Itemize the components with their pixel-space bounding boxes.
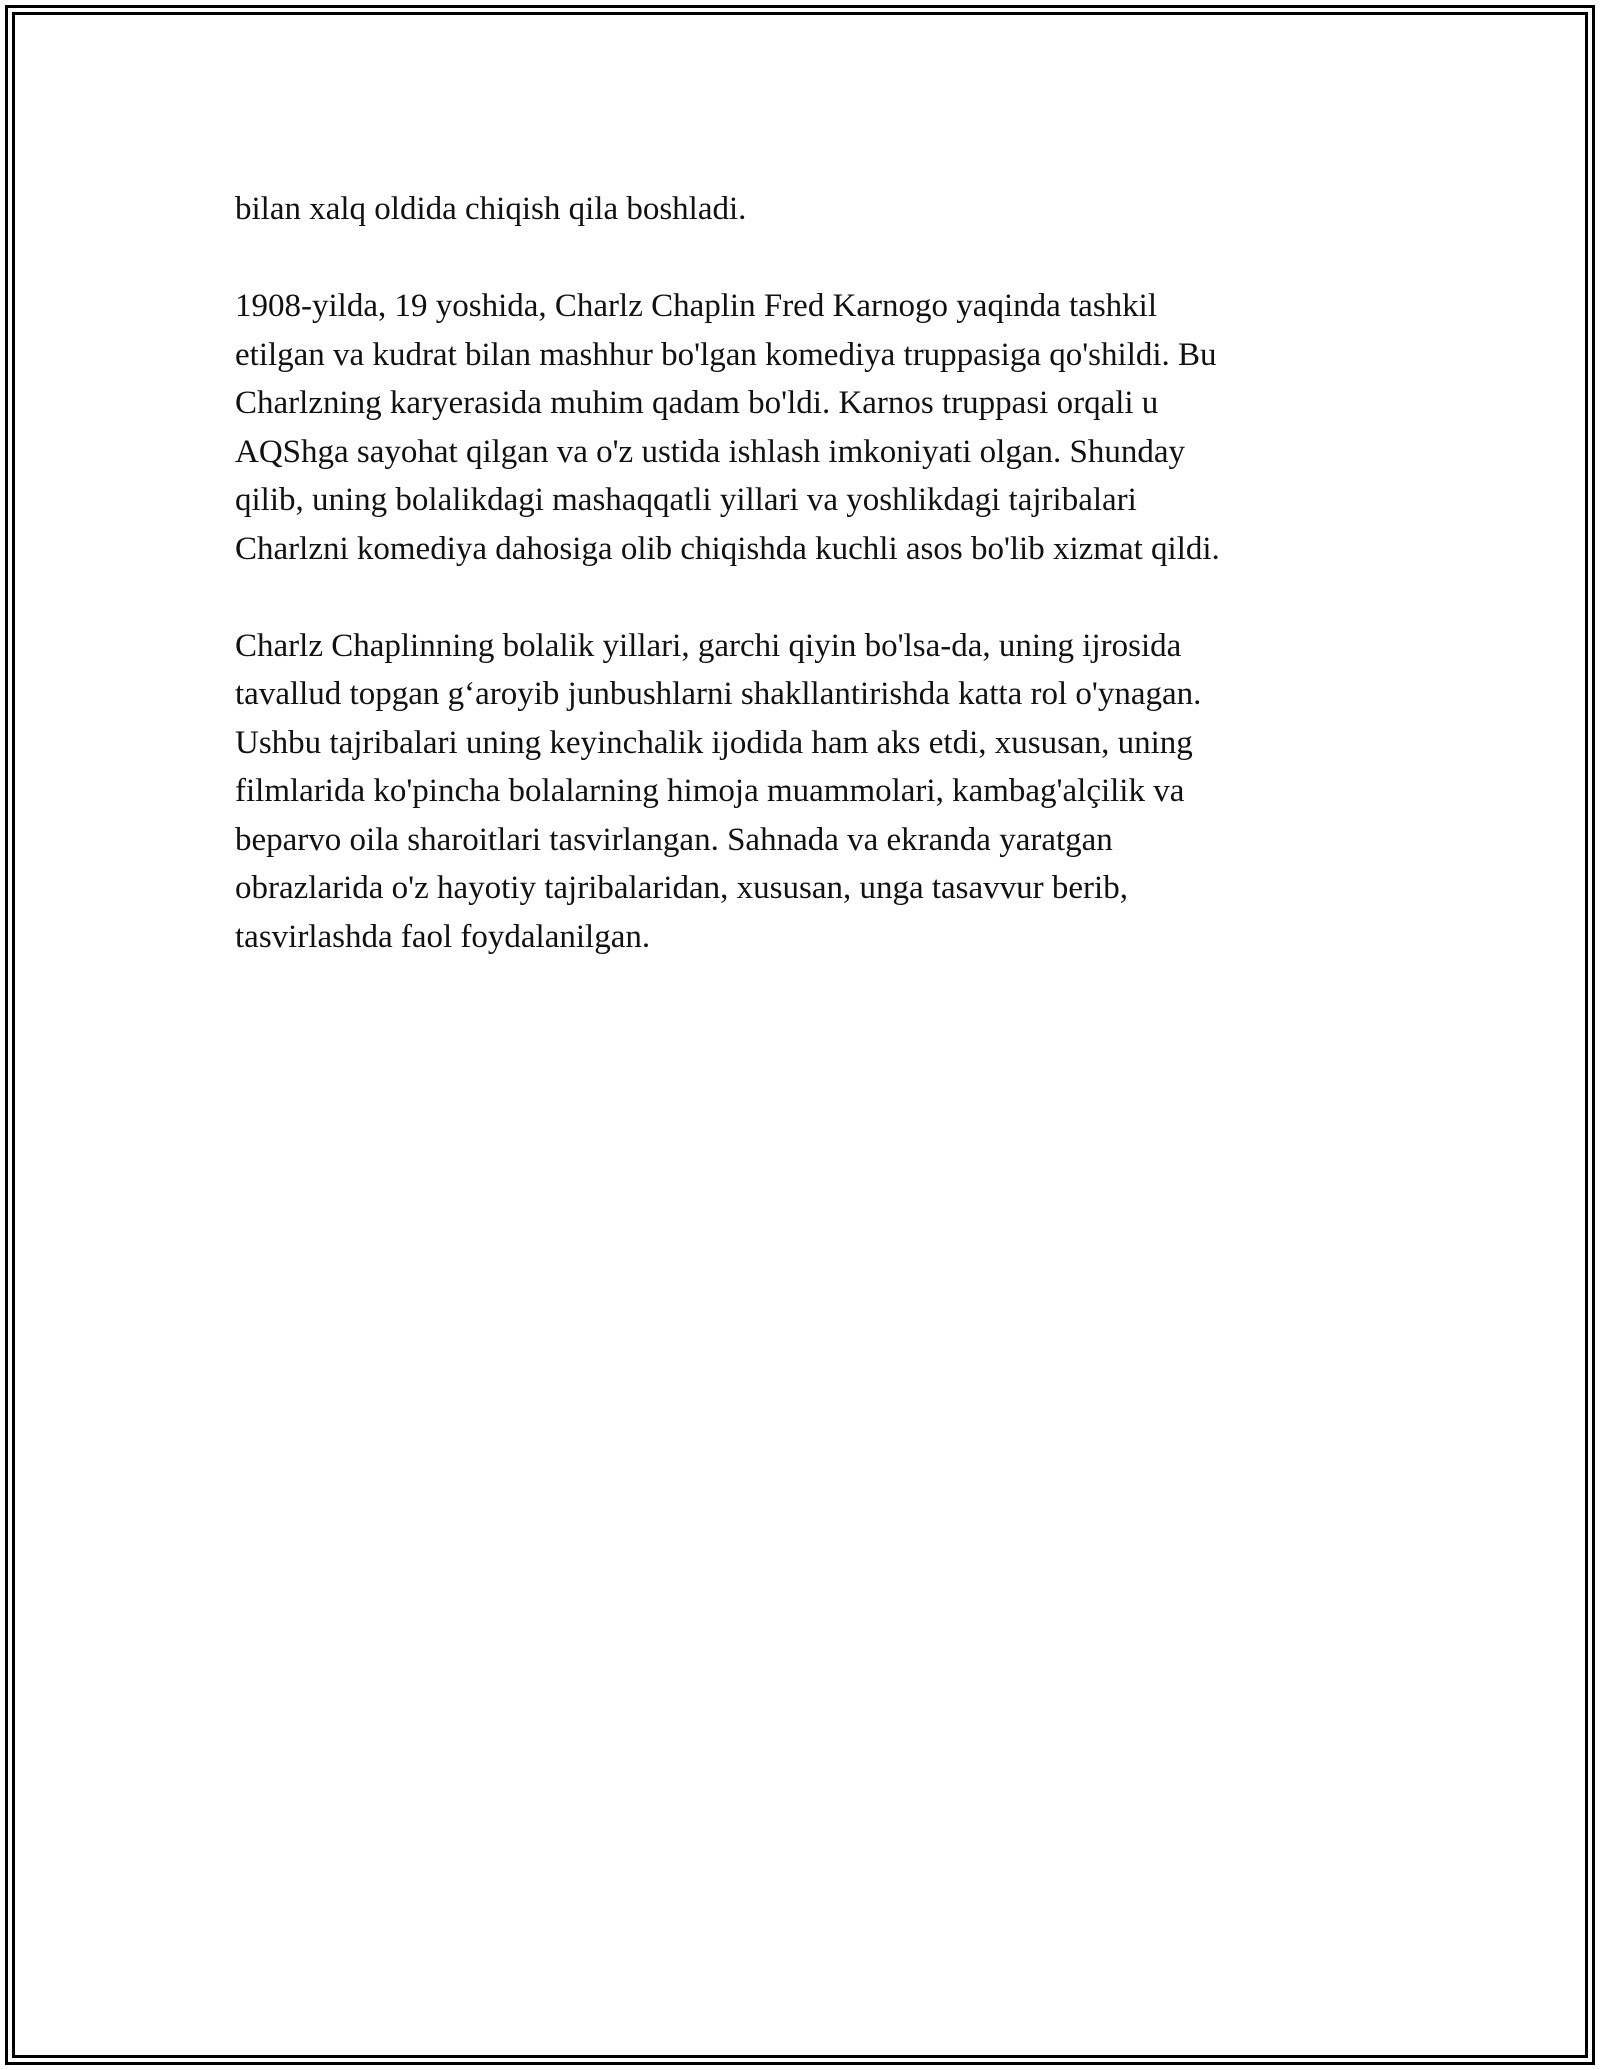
text-line: etilgan va kudrat bilan mashhur bo'lgan komediya truppasiga qo'shildi. Bu [235, 336, 1217, 373]
text-line: tasvirlashda faol foydalanilgan. [235, 918, 651, 955]
text-line: Ushbu tajribalari uning keyinchalik ijodida ham aks etdi, xususan, uning [235, 724, 1193, 761]
text-line: tavallud topgan g‘aroyib junbushlarni shakllantirishda katta rol o'ynagan. [235, 676, 1202, 712]
text-line: Charlzni komediya dahosiga olib chiqishda kuchli asos bo'lib xizmat qildi. [235, 530, 1220, 567]
text-line: Charlz Chaplinning bolalik yillari, garchi qiyin bo'lsa-da, uning ijrosida [235, 627, 1182, 664]
paragraph-3 [235, 622, 1365, 962]
paragraph-1 [235, 185, 1365, 234]
text-line: Charlzning karyerasida muhim qadam bo'ldi. Karnos truppasi orqali u [235, 385, 1159, 421]
text-line: bilan xalq oldida chiqish qila boshladi. [235, 191, 747, 227]
text-line: beparvo oila sharoitlari tasvirlangan. Sahnada va ekranda yaratgan [235, 821, 1113, 858]
paragraph-2 [235, 282, 1365, 573]
text-line: filmlarida ko'pincha bolalarning himoja muammolari, kambag'alçilik va [235, 773, 1185, 809]
text-line: qilib, uning bolalikdagi mashaqqatli yillari va yoshlikdagi tajribalari [235, 482, 1137, 518]
text-line: obrazlarida o'z hayotiy tajribalaridan, xususan, unga tasavvur berib, [235, 870, 1128, 906]
text-line: 1908-yilda, 19 yoshida, Charlz Chaplin Fred Karnogo yaqinda tashkil [235, 288, 1158, 324]
document-body [235, 185, 1365, 961]
text-line: AQShga sayohat qilgan va o'z ustida ishlash imkoniyati olgan. Shunday [235, 433, 1185, 470]
